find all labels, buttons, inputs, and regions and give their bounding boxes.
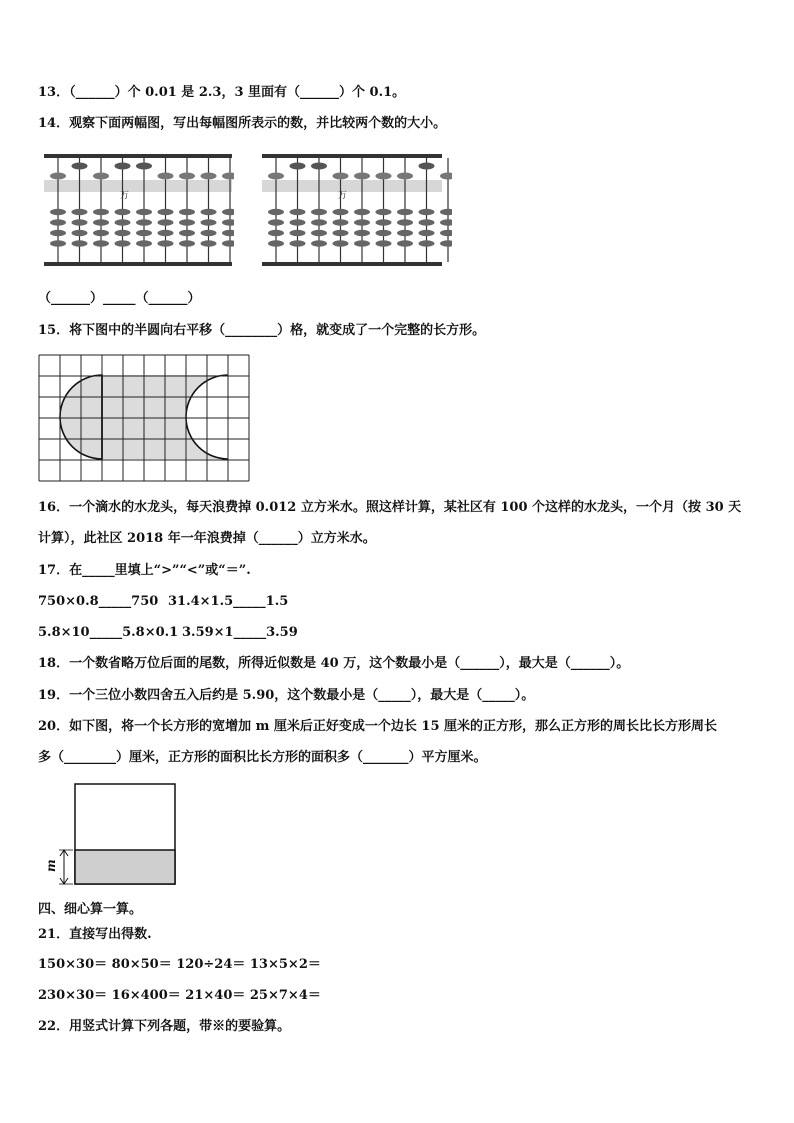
abacus-right-figure bbox=[262, 150, 452, 272]
abacus-lower-bead bbox=[50, 219, 66, 225]
abacus-lower-bead bbox=[333, 209, 349, 215]
question-22-text: 22．用竖式计算下列各题，带※的要验算。 bbox=[38, 1019, 291, 1034]
abacus-lower-bead bbox=[440, 219, 452, 225]
abacus-lower-bead bbox=[419, 240, 435, 246]
abacus-lower-bead bbox=[158, 230, 174, 236]
question-17-row2 bbox=[38, 624, 178, 642]
question-20-cont bbox=[38, 749, 487, 767]
abacus-lower-bead bbox=[72, 209, 88, 215]
question-21-row2 bbox=[38, 987, 321, 1005]
abacus-lower-bead bbox=[115, 230, 131, 236]
question-16-cont bbox=[38, 530, 376, 548]
abacus-lower-bead bbox=[93, 219, 109, 225]
abacus-lower-bead bbox=[440, 240, 452, 246]
question-18 bbox=[38, 655, 629, 673]
abacus-lower-bead bbox=[354, 219, 370, 225]
abacus-lower-bead bbox=[376, 240, 392, 246]
abacus-lower-bead bbox=[201, 240, 217, 246]
abacus-upper-bead bbox=[93, 173, 109, 180]
question-22 bbox=[38, 1018, 290, 1036]
question-21-row1-text: 150×30＝ 80×50＝ 120÷24＝ 13×5×2＝ bbox=[38, 957, 321, 972]
question-17-row2-b-wrap bbox=[182, 624, 298, 642]
question-20-text-line1: 20．如下图，将一个长方形的宽增加 m 厘米后正好变成一个边长 15 厘米的正方形，那么正方形的周长比长方形周长 bbox=[38, 719, 718, 734]
abacus-lower-bead bbox=[201, 230, 217, 236]
question-20-text-line2: 多（________）厘米，正方形的面积比长方形的面积多（_______）平方厘米。 bbox=[38, 750, 487, 765]
question-21-row1 bbox=[38, 956, 321, 974]
question-19-text: 19．一个三位小数四舍五入后约是 5.90，这个数最小是（_____），最大是（_____）。 bbox=[38, 688, 535, 703]
abacus-upper-bead bbox=[311, 163, 327, 170]
abacus-upper-bead bbox=[376, 173, 392, 180]
abacus-left-bottom-frame bbox=[44, 262, 232, 266]
abacus-lower-bead bbox=[158, 219, 174, 225]
abacus-lower-bead bbox=[222, 230, 234, 236]
question-17 bbox=[38, 562, 251, 580]
question-14-answer bbox=[38, 290, 201, 308]
abacus-lower-bead bbox=[136, 209, 152, 215]
abacus-upper-bead bbox=[290, 163, 306, 170]
question-20 bbox=[38, 718, 717, 736]
question-16 bbox=[38, 499, 741, 517]
abacus-upper-bead bbox=[50, 173, 66, 180]
abacus-lower-bead bbox=[268, 219, 284, 225]
abacus-upper-bead bbox=[222, 173, 234, 180]
abacus-lower-bead bbox=[290, 209, 306, 215]
abacus-upper-bead bbox=[179, 173, 195, 180]
abacus-upper-bead bbox=[354, 173, 370, 180]
abacus-upper-bead bbox=[419, 163, 435, 170]
question-17-row1-a: 750×0.8_____750 bbox=[38, 594, 159, 609]
abacus-lower-bead bbox=[72, 219, 88, 225]
abacus-lower-bead bbox=[397, 209, 413, 215]
abacus-lower-bead bbox=[93, 240, 109, 246]
question-13 bbox=[38, 84, 405, 102]
abacus-lower-bead bbox=[268, 209, 284, 215]
abacus-lower-bead bbox=[50, 230, 66, 236]
abacus-lower-bead bbox=[419, 230, 435, 236]
abacus-lower-bead bbox=[222, 209, 234, 215]
abacus-lower-bead bbox=[115, 240, 131, 246]
question-16-text-line1: 16．一个滴水的水龙头，每天浪费掉 0.012 立方米水。照这样计算，某社区有 100 个这样的水龙头，一个月（按 30 天 bbox=[38, 500, 742, 515]
abacus-left-rods bbox=[50, 158, 234, 262]
abacus-lower-bead bbox=[397, 240, 413, 246]
abacus-lower-bead bbox=[376, 219, 392, 225]
abacus-lower-bead bbox=[333, 240, 349, 246]
abacus-lower-bead bbox=[268, 230, 284, 236]
question-14-answer-line: （______）_____（______） bbox=[38, 291, 201, 306]
abacus-upper-bead bbox=[136, 163, 152, 170]
abacus-lower-bead bbox=[440, 230, 452, 236]
grid-lines bbox=[39, 355, 249, 481]
abacus-lower-bead bbox=[136, 219, 152, 225]
abacus-lower-bead bbox=[93, 230, 109, 236]
abacus-lower-bead bbox=[354, 240, 370, 246]
question-16-text-line2: 计算），此社区 2018 年一年浪费掉（______）立方米水。 bbox=[38, 531, 376, 546]
abacus-lower-bead bbox=[397, 230, 413, 236]
abacus-left-figure bbox=[44, 150, 234, 272]
section-4-title: 四、细心算一算。 bbox=[38, 902, 143, 917]
abacus-lower-bead bbox=[201, 219, 217, 225]
abacus-upper-bead bbox=[201, 173, 217, 180]
abacus-right-rods bbox=[268, 158, 452, 262]
abacus-lower-bead bbox=[333, 230, 349, 236]
abacus-lower-bead bbox=[50, 209, 66, 215]
abacus-upper-bead bbox=[115, 163, 131, 170]
abacus-lower-bead bbox=[354, 209, 370, 215]
abacus-left-label: 万 bbox=[120, 191, 130, 201]
abacus-upper-bead bbox=[72, 163, 88, 170]
question-17-row1-b-wrap bbox=[168, 593, 288, 611]
abacus-lower-bead bbox=[311, 219, 327, 225]
abacus-left-top-frame bbox=[44, 154, 232, 158]
abacus-lower-bead bbox=[290, 219, 306, 225]
abacus-lower-bead bbox=[311, 230, 327, 236]
abacus-lower-bead bbox=[72, 240, 88, 246]
question-21 bbox=[38, 926, 152, 944]
question-18-text: 18．一个数省略万位后面的尾数，所得近似数是 40 万，这个数最小是（______），最大是（______）。 bbox=[38, 656, 630, 671]
abacus-upper-bead bbox=[268, 173, 284, 180]
rectangle-figure bbox=[44, 780, 180, 890]
abacus-right-bottom-frame bbox=[262, 262, 442, 266]
question-14-text: 14．观察下面两幅图，写出每幅图所表示的数，并比较两个数的大小。 bbox=[38, 116, 447, 131]
abacus-lower-bead bbox=[50, 240, 66, 246]
added-width-strip bbox=[75, 850, 175, 884]
abacus-right-beam bbox=[262, 180, 442, 192]
abacus-right-label: 万 bbox=[338, 191, 348, 201]
abacus-upper-bead bbox=[440, 173, 452, 180]
abacus-upper-bead bbox=[397, 173, 413, 180]
abacus-lower-bead bbox=[179, 240, 195, 246]
m-label: m bbox=[44, 859, 58, 872]
abacus-lower-bead bbox=[419, 219, 435, 225]
question-13-text: 13．（______）个 0.01 是 2.3，3 里面有（______）个 0.1。 bbox=[38, 85, 406, 100]
abacus-lower-bead bbox=[222, 219, 234, 225]
abacus-lower-bead bbox=[397, 219, 413, 225]
abacus-lower-bead bbox=[72, 230, 88, 236]
abacus-lower-bead bbox=[376, 209, 392, 215]
question-15 bbox=[38, 322, 485, 340]
question-17-row1 bbox=[38, 593, 158, 611]
abacus-lower-bead bbox=[419, 209, 435, 215]
question-17-row2-a: 5.8×10_____5.8×0.1 bbox=[38, 625, 179, 640]
abacus-lower-bead bbox=[290, 240, 306, 246]
abacus-lower-bead bbox=[290, 230, 306, 236]
section-4-heading bbox=[38, 901, 142, 919]
abacus-lower-bead bbox=[201, 209, 217, 215]
abacus-lower-bead bbox=[93, 209, 109, 215]
abacus-lower-bead bbox=[333, 219, 349, 225]
question-17-text: 17．在_____里填上“>”“<”或“＝”. bbox=[38, 563, 251, 578]
abacus-lower-bead bbox=[376, 230, 392, 236]
question-17-row1-b: 31.4×1.5_____1.5 bbox=[168, 594, 289, 609]
question-21-text: 21．直接写出得数. bbox=[38, 927, 152, 942]
abacus-right-top-frame bbox=[262, 154, 442, 158]
abacus-lower-bead bbox=[158, 240, 174, 246]
question-17-row2-b: 3.59×1_____3.59 bbox=[182, 625, 298, 640]
abacus-upper-bead bbox=[333, 173, 349, 180]
question-19 bbox=[38, 687, 534, 705]
abacus-lower-bead bbox=[268, 240, 284, 246]
abacus-lower-bead bbox=[136, 230, 152, 236]
abacus-lower-bead bbox=[179, 219, 195, 225]
abacus-lower-bead bbox=[179, 209, 195, 215]
abacus-lower-bead bbox=[311, 240, 327, 246]
abacus-lower-bead bbox=[115, 209, 131, 215]
abacus-lower-bead bbox=[311, 209, 327, 215]
abacus-lower-bead bbox=[354, 230, 370, 236]
question-14 bbox=[38, 115, 446, 133]
abacus-left-beam bbox=[44, 180, 232, 192]
abacus-lower-bead bbox=[179, 230, 195, 236]
question-21-row2-text: 230×30＝ 16×400＝ 21×40＝ 25×7×4＝ bbox=[38, 988, 321, 1003]
abacus-lower-bead bbox=[115, 219, 131, 225]
question-15-text: 15．将下图中的半圆向右平移（________）格，就变成了一个完整的长方形。 bbox=[38, 323, 486, 338]
abacus-lower-bead bbox=[440, 209, 452, 215]
abacus-lower-bead bbox=[136, 240, 152, 246]
abacus-lower-bead bbox=[222, 240, 234, 246]
abacus-lower-bead bbox=[158, 209, 174, 215]
abacus-upper-bead bbox=[158, 173, 174, 180]
grid-figure bbox=[38, 354, 252, 484]
